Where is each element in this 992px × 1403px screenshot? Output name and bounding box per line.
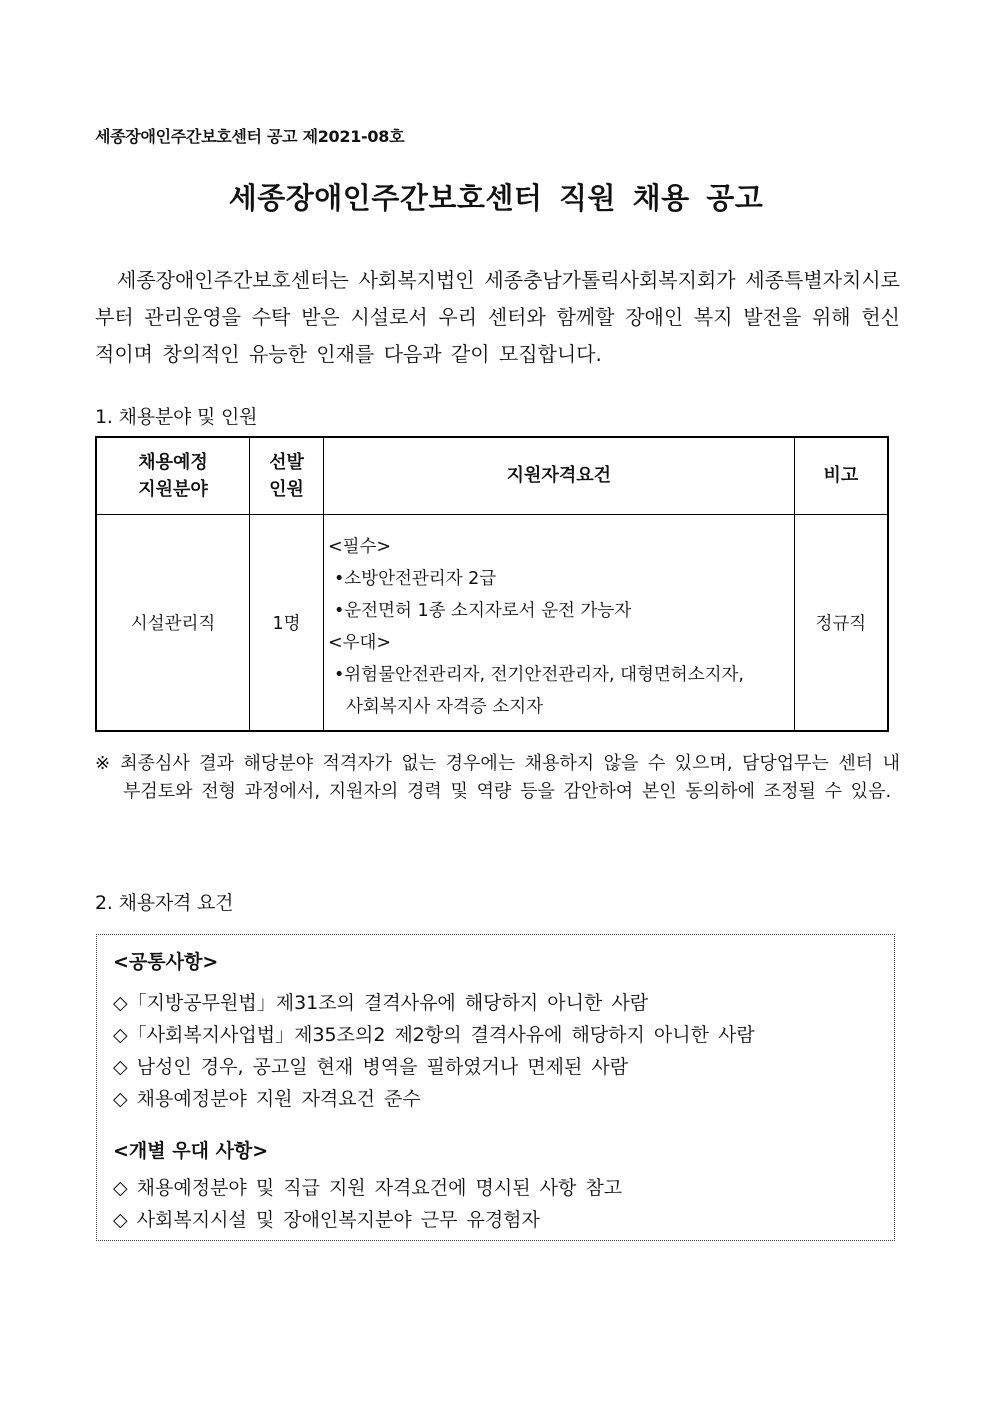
document-title: 세종장애인주간보호센터 직원 채용 공고 — [228, 181, 764, 215]
common-requirement-item: ◇「지방공무원법」제31조의 결격사유에 해당하지 아니한 사람 — [113, 992, 649, 1014]
header-note: 비고 — [794, 437, 888, 514]
footnote — [95, 750, 900, 806]
required-item: •운전면허 1종 소지자로서 운전 가능자 — [333, 600, 632, 621]
header-field-line1: 채용예정 — [138, 451, 208, 473]
preferred-item: •위험물안전관리자, 전기안전관리자, 대형면허소지자, — [333, 664, 744, 685]
recruitment-table — [95, 436, 889, 732]
common-requirement-item: ◇ 채용예정분야 지원 자격요건 준수 — [113, 1088, 421, 1110]
preferred-requirements-title: <개별 우대 사항> — [113, 1140, 269, 1162]
preferred-item-continued: 사회복지사 자격증 소지자 — [345, 696, 544, 717]
intro-paragraph — [95, 262, 900, 373]
preferred-requirement-item: ◇ 사회복지시설 및 장애인복지분야 근무 유경험자 — [113, 1209, 540, 1231]
header-requirements: 지원자격요건 — [323, 437, 794, 514]
required-label: <필수> — [327, 536, 392, 557]
preferred-label: <우대> — [327, 632, 392, 653]
header-field-line2: 지원분야 — [138, 478, 208, 500]
intro-text: 세종장애인주간보호센터는 사회복지법인 세종충남가톨릭사회복지회가 세종특별자치시로부터 관리운영을 수탁 받은 시설로서 우리 센터와 함께할 장애인 복지 발전을 위해 헌신적이며 창의적인 유능한 인재를 다음과 같이 모집합니다. — [95, 268, 900, 366]
common-requirement-item: ◇「사회복지사업법」제35조의2 제2항의 결격사유에 해당하지 아니한 사람 — [113, 1024, 755, 1046]
table-row — [96, 514, 888, 731]
required-item: •소방안전관리자 2급 — [333, 568, 497, 589]
section2-heading: 2. 채용자격 요건 — [95, 892, 234, 914]
section1-heading: 1. 채용분야 및 인원 — [95, 406, 258, 428]
header-count-line1: 선발 — [269, 451, 304, 473]
preferred-requirement-item: ◇ 채용예정분야 및 직급 지원 자격요건에 명시된 사항 참고 — [113, 1177, 623, 1199]
common-requirements-title: <공통사항> — [113, 951, 219, 973]
cell-field: 시설관리직 — [96, 514, 250, 731]
header-count — [250, 437, 324, 514]
cell-count: 1명 — [250, 514, 324, 731]
notice-number: 세종장애인주간보호센터 공고 제2021-08호 — [95, 127, 405, 146]
header-field — [96, 437, 250, 514]
cell-requirements — [323, 514, 794, 731]
common-requirement-item: ◇ 남성인 경우, 공고일 현재 병역을 필하였거나 면제된 사람 — [113, 1056, 629, 1078]
table-header-row — [96, 437, 888, 514]
header-count-line2: 인원 — [269, 478, 304, 500]
footnote-text: ※ 최종심사 결과 해당분야 적격자가 없는 경우에는 채용하지 않을 수 있으며, 담당업무는 센터 내부검토와 전형 과정에서, 지원자의 경력 및 역량 등을 감안하여 본인 동의하에 조정될 수 있음. — [95, 753, 900, 802]
cell-note: 정규직 — [794, 514, 888, 731]
qualification-box — [96, 934, 895, 1241]
